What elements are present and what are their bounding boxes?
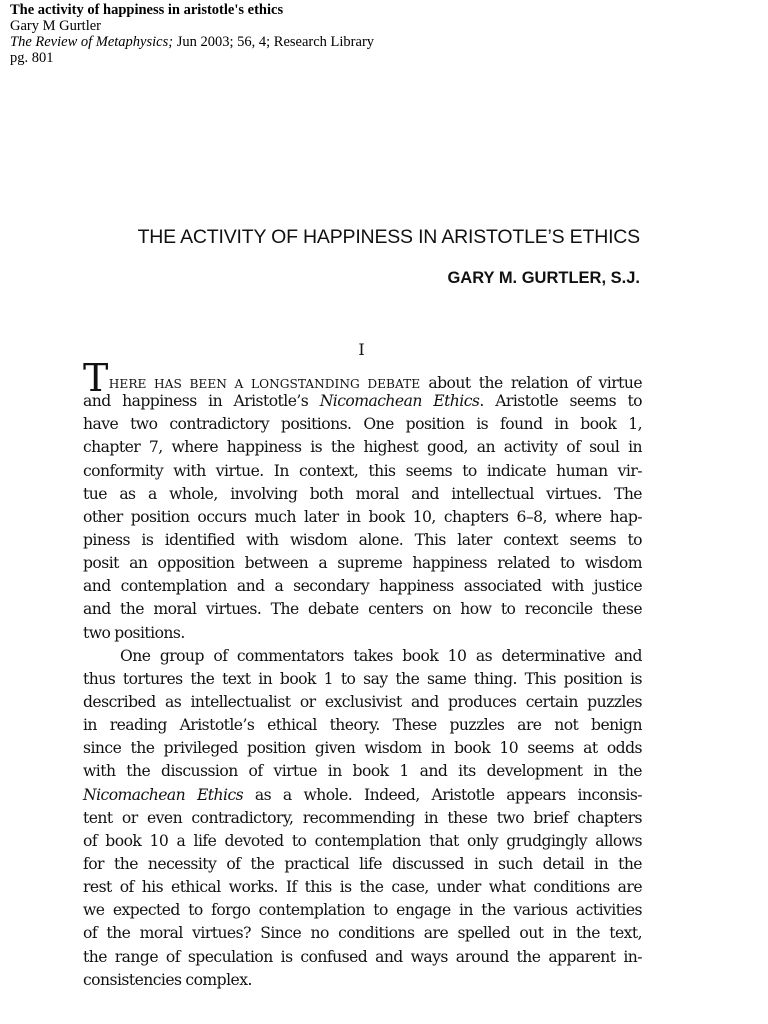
article-title: THE ACTIVITY OF HAPPINESS IN ARISTOTLE’S ETHICS (137, 226, 640, 248)
text-line: have two contradictory positions. One position is found in book 1, (83, 415, 642, 434)
text-line: One group of commentators takes book 10 as determinative and (120, 646, 642, 665)
citation-header (10, 2, 750, 66)
text-line: two positions. (83, 623, 185, 642)
book-title: Nicomachean Ethics (83, 785, 244, 804)
text-line: for the necessity of the practical life discussed in such detail in the (83, 854, 642, 873)
drop-cap: T (83, 356, 108, 400)
citation-author: Gary M Gurtler (10, 18, 102, 34)
text-line: consistencies complex. (83, 970, 252, 989)
article-body (83, 356, 643, 992)
text-line: and the moral virtues. The debate centers on how to reconcile these (83, 600, 642, 619)
text-line: tent or even contradictory, recommending in these two brief chapters (83, 808, 642, 827)
text-line: posit an opposition between a supreme happiness related to wisdom (83, 554, 642, 573)
text-line: other position occurs much later in book 10, chapters 6–8, where hap- (83, 507, 642, 526)
text-line: chapter 7, where happiness is the highest good, an activity of soul in (83, 438, 642, 457)
text-line: THERE HAS BEEN A LONGSTANDING DEBATE about the relation of virtue (83, 356, 642, 400)
text-line: we expected to forgo contemplation to engage in the various activities (83, 901, 642, 920)
article-author: GARY M. GURTLER, S.J. (447, 269, 640, 287)
citation-source (10, 34, 750, 50)
text-line: of book 10 a life devoted to contemplation that only grudgingly allows (83, 831, 642, 850)
text-line: and happiness in Aristotle’s Nicomachean Ethics. Aristotle seems to (83, 392, 643, 411)
citation-title: The activity of happiness in aristotle's ethics (10, 2, 284, 18)
citation-page: pg. 801 (10, 50, 54, 66)
text-line: and contemplation and a secondary happiness associated with justice (83, 577, 642, 596)
text-line: conformity with virtue. In context, this seems to indicate human vir- (83, 461, 642, 480)
text-line: of the moral virtues? Since no conditions are spelled out in the text, (83, 924, 642, 943)
text-line: thus tortures the text in book 1 to say the same thing. This position is (83, 669, 642, 688)
text-line: described as intellectualist or exclusivist and produces certain puzzles (83, 692, 642, 711)
paragraph-1 (83, 356, 643, 645)
text-line: since the privileged position given wisdom in book 10 seems at odds (83, 739, 642, 758)
text-line: Nicomachean Ethics as a whole. Indeed, Aristotle appears inconsis- (83, 785, 642, 804)
text-line: piness is identified with wisdom alone. This later context seems to (83, 530, 642, 549)
text-line: in reading Aristotle’s ethical theory. These puzzles are not benign (83, 716, 642, 735)
text-line: the range of speculation is confused and ways around the apparent in- (83, 947, 642, 966)
citation-issue: Jun 2003; 56, 4; Research Library (173, 34, 375, 50)
text-line: tue as a whole, involving both moral and intellectual virtues. The (83, 484, 642, 503)
paragraph-2 (83, 645, 642, 992)
citation-journal: The Review of Metaphysics; (10, 34, 174, 50)
section-numeral: I (358, 340, 365, 359)
small-caps-lead: HERE HAS BEEN A LONGSTANDING DEBATE (108, 377, 421, 391)
text-line: rest of his ethical works. If this is the case, under what conditions are (83, 878, 642, 897)
book-title: Nicomachean Ethics (319, 392, 480, 411)
text-line: with the discussion of virtue in book 1 and its development in the (83, 762, 642, 781)
